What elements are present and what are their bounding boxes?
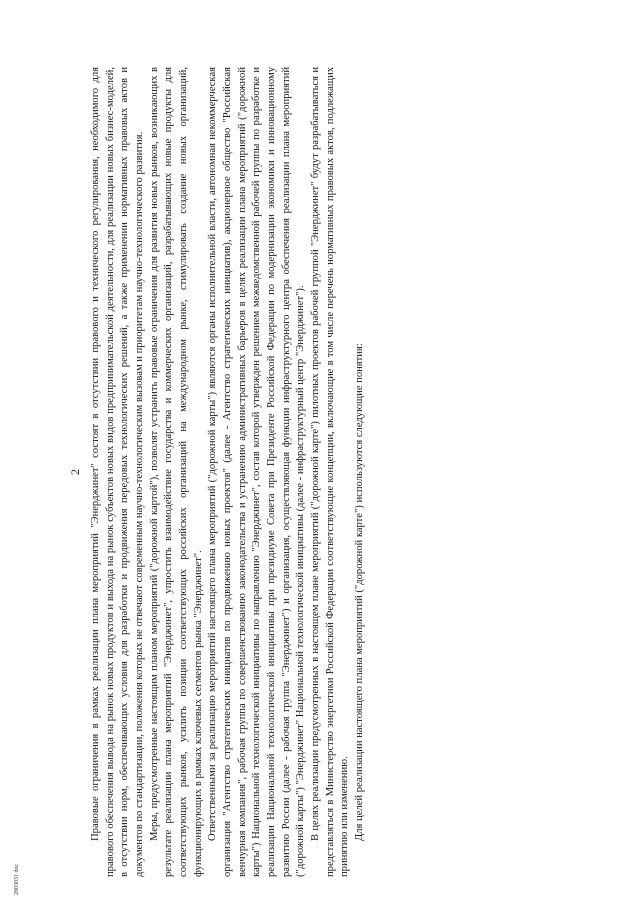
paragraph-legal-restrictions: Правовые ограничения в рамках реализации плана мероприятий "Энерджинет" состоят в отсутствии правового и технического регулирования, необходимого для правового обеспечения вывода на рынок новых продуктов и выхода на рынок субъектов новых видов предпринимательской деятельности, для реализации новых бизнес-моделей, в отсутствии норм, обеспечивающих условия для разработки и продвижения передовых технологических решений, а также применении нормативных правовых актов и документов по стандартизации, положения которых не отвечают современным научно-технологическим вызовам и приоритетам научно-технологического развития. <box>90 67 145 877</box>
paragraph-responsible-parties: Ответственными за реализацию мероприятий настоящего плана мероприятий ("дорожной карты") являются органы исполнительной власти, автономная некоммерческая организация "Агентство стратегических инициатив по продвижению новых проектов" (далее - Агентство стратегических инициатив), акционерное общество "Российская венчурная компания", рабочая группа по совершенствованию законодательства и устранению административных барьеров в целях реализации плана мероприятий ("дорожной карты") Национальной технологической инициативы по направлению "Энерджинет", состав которой утвержден решением межведомственной рабочей группы по разработке и реализации Национальной технологической инициативы при президиуме Совета при Президенте Российской Федерации по модернизации экономики и инновационному развитию России (далее - рабочая группа "Энерджинет") и организация, осуществляющая функции инфраструктурного центра обеспечения реализации плана мероприятий ("дорожной карты") "Энерджинет" Национальной технологической инициативы (далее - инфраструктурный центр "Энерджинет"). <box>207 67 307 877</box>
paragraph-pilot-projects: В целях реализации предусмотренных в настоящем плане мероприятий ("дорожной карте") пилотных проектов рабочей группой "Энерджинет" будут разрабатываться и представляться в Министерство энергетики Российской Федерации соответствующие концепции, включающие в том числе перечень нормативных правовых актов, подлежащих принятию или изменению. <box>309 67 351 877</box>
rotated-text-block <box>68 67 530 877</box>
page-number: 2 <box>68 469 82 475</box>
paragraph-measures: Меры, предусмотренные настоящим планом мероприятий ("дорожной картой"), позволят устранить правовые ограничения для развития новых рынков, возникающих в результате реализации плана мероприятий "Энерджинет", упростить взаимодействие государства и коммерческих организаций, разрабатывающих новые продукты для соответствующих рынков, усилить позиции соответствующих российских организаций на международном рынке, стимулировать создание новых организаций, функционирующих в рамках ключевых сегментов рынка "Энерджинет". <box>148 67 204 877</box>
footer-document-code: 2803031 doc <box>14 863 20 895</box>
paragraph-definitions-intro: Для целей реализации настоящего плана мероприятий ("дорожной карте") используются следующие понятия: <box>353 343 365 841</box>
